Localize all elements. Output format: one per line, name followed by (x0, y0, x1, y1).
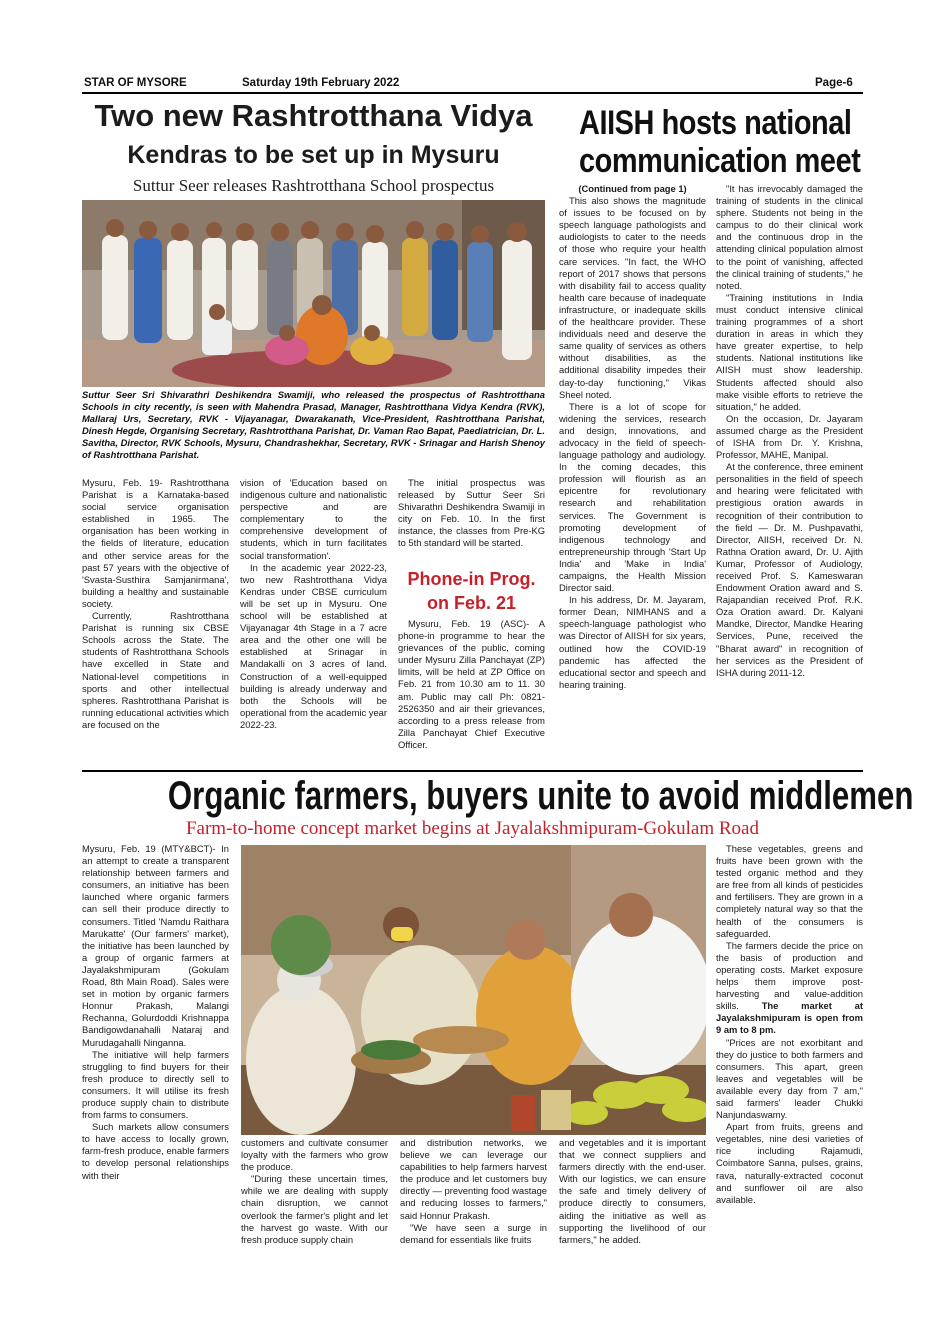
paragraph: and vegetables and it is important that we connect suppliers and farmers directly with the end-user. With our logistics, we can ensure the safe and timely delivery of produce directly to consumers, aiding the initiative as well as supporting the livelihood of our farmers," he added. (559, 1137, 706, 1245)
section-rule (82, 770, 863, 772)
paragraph: and distribution networks, we believe we can leverage our capabilities to help farmers harvest the produce and let customers buy directly — preventing food wastage and reducing losses to farmers," said Honnur Prakash. (400, 1137, 547, 1221)
paragraph: Mysuru, Feb. 19 (MTY&BCT)- In an attempt to create a transparent relationship between farmers and consumers, an initiative has been launched where organic farmers can sell their produce directly to consumers. Titled 'Namdu Raithara Marukatte' (Our farmers' market), the initiative has been launched by a group of organic farmers at Jayalakshmipuram (Gokulam Road, 8th Main Road). Sales were set in motion by organic farmers Honnur Prakash, Malangi Rechanna, Golurdoddi Krishnappa Bandigowdanahalli Nataraj and Murudagahalli Ninganna. (82, 843, 229, 1048)
masthead-paper: STAR OF MYSORE (84, 77, 187, 89)
paragraph: Apart from fruits, greens and vegetables, nine desi varieties of rice including Rajamudi, Coimbatore Sanna, pulses, grains, rava, naturally-extracted coconut and sunflower oil are also available. (716, 1121, 863, 1205)
phonein-body (398, 618, 545, 751)
story1-column-3 (398, 477, 545, 550)
rashtrotthana-photo (82, 200, 545, 387)
paragraph: "It has irrevocably damaged the training of students in the clinical sphere. Students not being in the campus to do their clinical work and the continuous drop in the attending clinical population almost to the point of vanishing, affected the clinical training of students," he noted. (716, 183, 863, 291)
aiish-column-1 (559, 183, 706, 691)
paragraph-text: The farmers decide the price on the basis of production and operating costs. Market exposure helps them improve post-harvesting and value-addition skills. (716, 939, 863, 1012)
organic-column-4 (559, 1137, 706, 1246)
paragraph: Currently, Rashtrotthana Parishat is running six CBSE Schools across the State. The students of Rashtrotthana Schools have excelled in State and National-level competitions in sports and other intellectual spheres. Rashtrotthana Parishat is running educational activities which are focused on the (82, 610, 229, 730)
aiish-headline-1: AIISH hosts national (579, 104, 852, 142)
paragraph: "Prices are not exorbitant and they do justice to both farmers and consumers. This apart, green leaves and vegetables will be available every day from 7 am," said farmers' leader Chukki Nanjundaswamy. (716, 1036, 863, 1121)
paragraph: Mysuru, Feb. 19- Rashtrotthana Parishat is a Karnataka-based social service organisation established in 1965. The organisation has been working in the fields of literature, education and other service areas for the past 57 years with the objective of 'Svasta-Susthira Samjanirmana', building a healthy and sustainable society. (82, 477, 229, 609)
phonein-headline-2: on Feb. 21 (426, 593, 516, 613)
organic-column-1 (82, 843, 229, 1182)
farmers-market-photo (241, 845, 706, 1135)
story1-column-2 (240, 477, 387, 731)
paragraph: customers and cultivate consumer loyalty with the farmers who grow the produce. (241, 1137, 388, 1173)
masthead-page: Page-6 (815, 77, 853, 89)
story1-subhead: Suttur Seer releases Rashtrotthana School prospectus (132, 176, 495, 195)
paragraph: At the conference, three eminent personalities in the field of speech and hearing were felicitated with prestigious oration awards in recognition of their contribution to the field — Dr. M. Pushpavathi, Director, AIISH, received Dr. N. Rathna Oration award, Dr. U. Ajith Kumar, Professor of Audiology, received Prof. S. Kameswaran Endowment Oration award and S. Rajapandian received Prof. R.K. Oza Oration award. Dr. Kalyani Mandke, Director, Mandke Hearing Services, Pune, received the "Bharat award" in recognition of her services as the President of ISHA during 2011-12. (716, 461, 863, 678)
paragraph: The initiative will help farmers struggling to find buyers for their fresh produce to directly sell to consumers. It will utilise its fresh produce supply chain to distribute from farms to consumers. (82, 1048, 229, 1121)
organic-column-2 (241, 1137, 388, 1246)
story1-headline-1: Two new Rashtrotthana Vidya (94, 98, 533, 133)
paragraph: These vegetables, greens and fruits have been grown with the tested organic method and they are free from all kinds of pesticides and fertilisers. They are grown in a completely natural way so that the health of the consumers is safeguarded. (716, 843, 863, 939)
paragraph: The initial prospectus was released by Suttur Seer Sri Shivarathri Deshikendra Swamiji in city on Feb. 10. In the first instance, the classes from Pre-KG to 5th standard will be started. (398, 477, 545, 549)
paragraph: "During these uncertain times, while we are dealing with supply chain disruption, we cannot overlook the farmer's plight and let the harvest go waste. With our fresh produce supply chain (241, 1173, 388, 1245)
masthead-date: Saturday 19th February 2022 (242, 77, 400, 89)
paragraph: vision of 'Education based on indigenous culture and nationalistic perspective and are complementary to the comprehensive development of students, which in turn facilitates social transformation'. (240, 477, 387, 561)
paragraph: Mysuru, Feb. 19 (ASC)- A phone-in programme to hear the grievances of the public, coming under Mysuru Zilla Panchayat (ZP) limits, will be held at ZP Office on Feb. 21 from 10.30 am to 11. 30 am. Public may call Ph: 0821-2526350 and air their grievances, according to a press release from Zilla Panchayat Chief Executive Officer. (398, 618, 545, 750)
paragraph: "Training institutions in India must conduct intensive clinical training programmes of a short duration in areas in which they have greater expertise, to help students. National institutions like AIISH must show leadership. Students affected should also make visible efforts to retrieve the situation," he added. (716, 291, 863, 412)
aiish-continued: (Continued from page 1) (578, 183, 687, 194)
paragraph: Such markets allow consumers to have access to locally grown, farm-fresh produce, enable farmers to develop personal relationships with their (82, 1121, 229, 1181)
masthead-rule (82, 92, 863, 94)
phonein-headline-1: Phone-in Prog. (407, 569, 536, 589)
paragraph: This also shows the magnitude of issues to be focused on by speech language pathologists and audiologists to cater to the needs of those who require your health care services. "In fact, the WHO report of 2017 shows that persons with disability fail to access quality health care because of inadequate infrastructure, or inadequate skills of the healthcare provider. These individuals need and deserve the same quality of services as others without disabilities, as the additional disability impedes their day-to-day functioning," Vikas Sheel noted. (559, 195, 706, 400)
paragraph: In the academic year 2022-23, two new Rashtrotthana Vidya Kendras under CBSE curriculum will be set up in Mysuru. One school will be established at Vijayanagar 4th Stage in a 7 acre area and the other one will be established at Srinagar in Mandakalli on 3 acres of land. Construction of a well-equipped building is already underway and both the Schools will be operational from the academic year 2022-23. (240, 561, 387, 730)
organic-subhead: Farm-to-home concept market begins at Jayalakshmipuram-Gokulam Road (185, 818, 759, 839)
market-hours: The market at Jayalakshmipuram is open from 9 am to 8 pm. (716, 1000, 863, 1036)
organic-column-3 (400, 1137, 547, 1246)
paragraph: In his address, Dr. M. Jayaram, former Dean, NIMHANS and a speech-language pathologist who was Director of AIISH for six years, outlined how the COVID-19 pandemic has affected the educational sector and speech and hearing training. (559, 594, 706, 690)
paragraph: There is a lot of scope for widening the services, research and design, innovations, and advocacy in the field of speech-language pathology and audiology. In the coming decades, this profession will flourish as an epicentre for revolutionary research and rehabilitation services. The Government is promoting development of indigenous technology and entrepreneurship through 'Start Up India' and 'Make in India' campaigns, the Health Mission Director said. (559, 400, 706, 594)
paragraph (716, 940, 863, 1037)
paragraph: "We have seen a surge in demand for essentials like fruits (400, 1221, 547, 1245)
aiish-headline-2: communication meet (579, 142, 861, 180)
aiish-column-2 (716, 183, 863, 679)
organic-headline: Organic farmers, buyers unite to avoid middlemen (167, 774, 914, 818)
story1-headline-2: Kendras to be set up in Mysuru (127, 141, 500, 169)
paragraph: On the occasion, Dr. Jayaram assumed charge as the President of ISHA from Dr. Y. Krishna, Professor, MAHE, Manipal. (716, 412, 863, 461)
story1-caption: Suttur Seer Sri Shivarathri Deshikendra Swamiji, who released the prospectus of Rashtrotthana Schools in city recently, is seen with Mahendra Prasad, Manager, Rashtrotthana Vidya Kendra (RVK), Mallaraj Urs, Secretary, RVK - Vijayanagar, Dwarakanath, Vice-President, Rashtrotthana Parishat, Dinesh Hegde, Organising Secretary, Rashtrotthana Parishat, Dr. Vaman Rao Bapat, Paediatrician, Dr. L. Savitha, Director, RVK Schools, Mysuru, Chandrashekhar, Secretary, RVK - Srinagar and Harish Shenoy of Rashtrotthana Parishat. (82, 389, 545, 460)
organic-column-5 (716, 843, 863, 1206)
story1-column-1 (82, 477, 229, 731)
